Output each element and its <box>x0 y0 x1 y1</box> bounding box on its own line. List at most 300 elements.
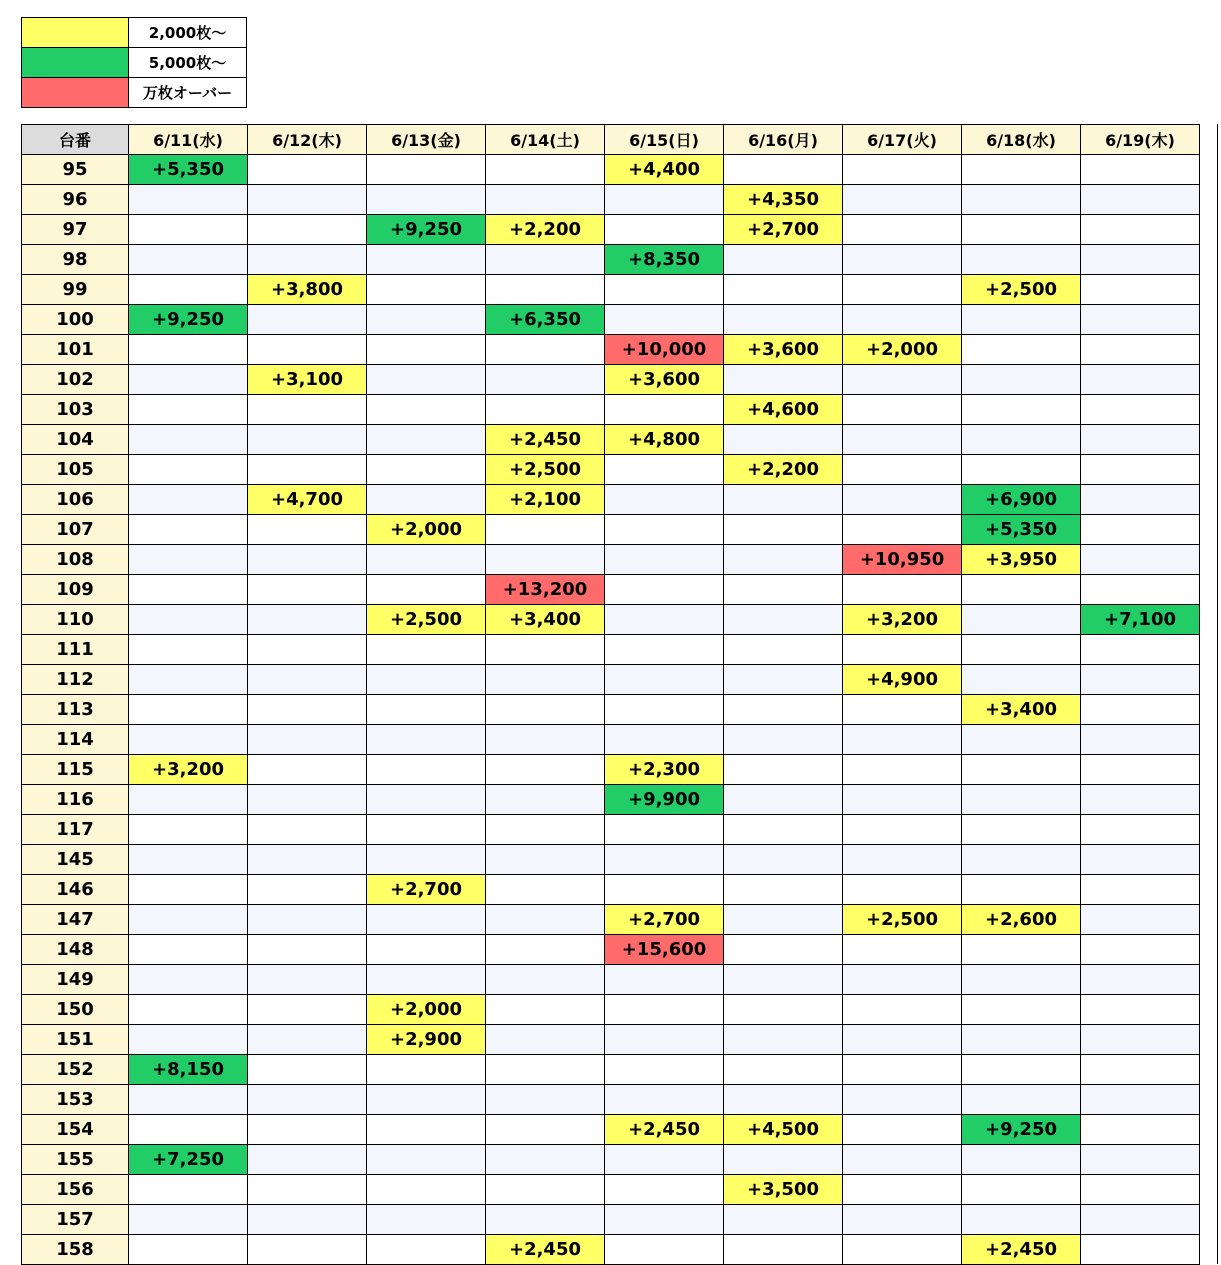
result-cell <box>724 1055 843 1085</box>
result-cell <box>1081 1205 1200 1235</box>
result-cell <box>962 1055 1081 1085</box>
result-cell <box>1081 1055 1200 1085</box>
result-cell <box>605 995 724 1025</box>
result-cell <box>1081 515 1200 545</box>
machine-number-cell: 146 <box>22 875 129 905</box>
result-cell <box>248 575 367 605</box>
legend-label: 万枚オーバー <box>129 78 247 108</box>
result-cell <box>248 1145 367 1175</box>
result-cell <box>1081 365 1200 395</box>
result-cell <box>248 1115 367 1145</box>
result-cell <box>843 1235 962 1265</box>
result-cell <box>129 935 248 965</box>
result-cell <box>962 1175 1081 1205</box>
result-cell <box>724 695 843 725</box>
result-cell <box>248 185 367 215</box>
result-cell <box>843 155 962 185</box>
result-cell <box>129 275 248 305</box>
table-row <box>22 905 1200 935</box>
next-column-edge <box>1217 124 1221 1264</box>
result-cell <box>129 875 248 905</box>
result-cell <box>367 335 486 365</box>
result-cell <box>248 1055 367 1085</box>
result-cell <box>724 155 843 185</box>
result-cell <box>724 725 843 755</box>
result-cell <box>843 365 962 395</box>
result-cell <box>486 755 605 785</box>
table-row <box>22 935 1200 965</box>
machine-number-cell: 106 <box>22 485 129 515</box>
result-cell: +10,000 <box>605 335 724 365</box>
result-cell <box>1081 305 1200 335</box>
result-cell: +9,900 <box>605 785 724 815</box>
machine-number-cell: 149 <box>22 965 129 995</box>
result-cell: +2,000 <box>367 515 486 545</box>
result-cell <box>486 695 605 725</box>
result-cell <box>367 905 486 935</box>
table-row <box>22 965 1200 995</box>
result-cell <box>486 365 605 395</box>
machine-number-cell: 116 <box>22 785 129 815</box>
result-cell: +9,250 <box>367 215 486 245</box>
result-cell <box>1081 1145 1200 1175</box>
result-cell <box>486 905 605 935</box>
result-cell <box>486 275 605 305</box>
result-cell <box>1081 845 1200 875</box>
result-cell <box>605 485 724 515</box>
result-cell <box>248 1025 367 1055</box>
result-cell: +6,350 <box>486 305 605 335</box>
result-cell <box>367 725 486 755</box>
machine-number-cell: 114 <box>22 725 129 755</box>
result-cell <box>724 575 843 605</box>
result-cell <box>724 935 843 965</box>
result-cell <box>962 725 1081 755</box>
result-cell <box>843 1025 962 1055</box>
result-cell <box>605 635 724 665</box>
result-cell: +3,950 <box>962 545 1081 575</box>
result-cell <box>724 785 843 815</box>
machine-number-cell: 155 <box>22 1145 129 1175</box>
result-cell <box>1081 965 1200 995</box>
legend-label: 5,000枚〜 <box>129 48 247 78</box>
result-cell <box>486 1115 605 1145</box>
result-cell <box>843 245 962 275</box>
result-cell <box>129 245 248 275</box>
result-cell <box>248 1205 367 1235</box>
result-cell <box>962 305 1081 335</box>
result-cell: +3,500 <box>724 1175 843 1205</box>
result-cell <box>1081 425 1200 455</box>
legend-row <box>22 78 247 108</box>
result-cell <box>962 155 1081 185</box>
result-cell <box>962 365 1081 395</box>
result-cell <box>962 1145 1081 1175</box>
result-cell <box>248 665 367 695</box>
result-cell: +3,800 <box>248 275 367 305</box>
table-row <box>22 1145 1200 1175</box>
result-cell <box>367 755 486 785</box>
result-cell <box>1081 1175 1200 1205</box>
result-cell <box>724 1235 843 1265</box>
result-cell: +4,350 <box>724 185 843 215</box>
result-cell: +2,500 <box>367 605 486 635</box>
result-cell <box>248 395 367 425</box>
result-cell <box>1081 665 1200 695</box>
result-cell <box>724 1205 843 1235</box>
result-cell <box>248 155 367 185</box>
table-row <box>22 1175 1200 1205</box>
result-cell <box>248 245 367 275</box>
result-cell: +2,700 <box>724 215 843 245</box>
table-row <box>22 155 1200 185</box>
result-cell <box>843 215 962 245</box>
result-cell: +3,200 <box>129 755 248 785</box>
result-cell <box>724 635 843 665</box>
table-row <box>22 845 1200 875</box>
result-cell: +10,950 <box>843 545 962 575</box>
result-cell <box>962 665 1081 695</box>
result-cell <box>248 425 367 455</box>
result-cell <box>367 815 486 845</box>
result-cell <box>843 1175 962 1205</box>
result-cell <box>843 845 962 875</box>
result-cell <box>486 545 605 575</box>
result-cell <box>486 515 605 545</box>
result-cell <box>129 335 248 365</box>
result-cell <box>724 905 843 935</box>
result-cell <box>962 185 1081 215</box>
table-row <box>22 515 1200 545</box>
color-legend <box>21 17 247 108</box>
result-cell <box>1081 785 1200 815</box>
result-cell <box>248 695 367 725</box>
result-cell <box>605 965 724 995</box>
result-cell <box>962 1205 1081 1235</box>
table-row <box>22 1085 1200 1115</box>
result-cell: +3,600 <box>724 335 843 365</box>
result-cell <box>962 815 1081 845</box>
result-cell <box>724 515 843 545</box>
table-row <box>22 605 1200 635</box>
result-cell <box>724 485 843 515</box>
result-cell <box>367 425 486 455</box>
result-cell <box>962 635 1081 665</box>
machine-number-cell: 117 <box>22 815 129 845</box>
table-row <box>22 875 1200 905</box>
result-cell <box>367 455 486 485</box>
legend-row <box>22 48 247 78</box>
result-cell <box>724 1145 843 1175</box>
table-row <box>22 1055 1200 1085</box>
result-cell <box>724 965 843 995</box>
date-header: 6/19(木) <box>1081 125 1200 155</box>
result-cell <box>843 725 962 755</box>
table-row <box>22 1235 1200 1265</box>
result-cell: +15,600 <box>605 935 724 965</box>
table-row <box>22 545 1200 575</box>
table-row <box>22 755 1200 785</box>
machine-number-cell: 154 <box>22 1115 129 1145</box>
result-cell: +9,250 <box>129 305 248 335</box>
result-cell <box>724 845 843 875</box>
result-cell: +2,500 <box>486 455 605 485</box>
result-cell <box>724 245 843 275</box>
result-cell <box>962 455 1081 485</box>
result-cell <box>605 185 724 215</box>
result-cell <box>129 1175 248 1205</box>
result-cell: +2,300 <box>605 755 724 785</box>
date-header: 6/11(水) <box>129 125 248 155</box>
result-cell <box>129 635 248 665</box>
result-cell <box>1081 485 1200 515</box>
machine-number-cell: 95 <box>22 155 129 185</box>
result-cell <box>1081 275 1200 305</box>
result-cell <box>724 275 843 305</box>
result-cell <box>1081 1025 1200 1055</box>
table-row <box>22 695 1200 725</box>
result-cell <box>248 995 367 1025</box>
result-cell <box>248 725 367 755</box>
machine-number-cell: 97 <box>22 215 129 245</box>
result-cell <box>248 635 367 665</box>
result-cell: +7,100 <box>1081 605 1200 635</box>
table-row <box>22 305 1200 335</box>
result-cell <box>486 335 605 365</box>
machine-number-cell: 96 <box>22 185 129 215</box>
result-cell <box>367 185 486 215</box>
result-cell <box>843 1145 962 1175</box>
result-cell <box>843 755 962 785</box>
machine-number-cell: 153 <box>22 1085 129 1115</box>
machine-number-cell: 104 <box>22 425 129 455</box>
result-cell: +7,250 <box>129 1145 248 1175</box>
result-cell <box>486 785 605 815</box>
machine-number-cell: 98 <box>22 245 129 275</box>
result-cell <box>724 1085 843 1115</box>
machine-number-cell: 101 <box>22 335 129 365</box>
result-cell <box>1081 755 1200 785</box>
result-cell <box>605 1235 724 1265</box>
result-cell <box>486 395 605 425</box>
result-cell <box>605 1145 724 1175</box>
result-cell: +2,450 <box>605 1115 724 1145</box>
result-cell <box>486 185 605 215</box>
table-row <box>22 665 1200 695</box>
result-cell <box>248 935 367 965</box>
result-cell <box>1081 875 1200 905</box>
result-cell <box>129 845 248 875</box>
result-cell: +3,400 <box>962 695 1081 725</box>
result-cell <box>367 1055 486 1085</box>
machine-number-cell: 158 <box>22 1235 129 1265</box>
result-cell <box>843 1085 962 1115</box>
machine-number-header: 台番 <box>22 125 129 155</box>
result-cell: +4,600 <box>724 395 843 425</box>
result-cell <box>605 695 724 725</box>
date-header: 6/18(水) <box>962 125 1081 155</box>
result-cell: +2,600 <box>962 905 1081 935</box>
result-cell <box>605 515 724 545</box>
machine-number-cell: 148 <box>22 935 129 965</box>
table-row <box>22 575 1200 605</box>
result-cell: +3,100 <box>248 365 367 395</box>
result-cell <box>248 965 367 995</box>
table-row <box>22 185 1200 215</box>
result-cell <box>129 995 248 1025</box>
result-cell <box>605 605 724 635</box>
result-cell <box>367 485 486 515</box>
machine-number-cell: 112 <box>22 665 129 695</box>
machine-number-cell: 111 <box>22 635 129 665</box>
result-cell <box>843 875 962 905</box>
result-cell <box>367 275 486 305</box>
result-cell <box>1081 1235 1200 1265</box>
result-cell: +6,900 <box>962 485 1081 515</box>
result-cell <box>248 875 367 905</box>
result-cell <box>367 1205 486 1235</box>
result-cell <box>486 725 605 755</box>
result-cell <box>605 275 724 305</box>
result-cell <box>486 1055 605 1085</box>
result-cell <box>129 1205 248 1235</box>
result-cell <box>962 605 1081 635</box>
result-cell <box>486 245 605 275</box>
machine-number-cell: 115 <box>22 755 129 785</box>
result-cell <box>843 1115 962 1145</box>
result-cell <box>129 1235 248 1265</box>
result-cell <box>962 215 1081 245</box>
result-cell: +4,900 <box>843 665 962 695</box>
result-cell <box>605 545 724 575</box>
result-cell <box>962 845 1081 875</box>
machine-number-cell: 150 <box>22 995 129 1025</box>
machine-number-cell: 145 <box>22 845 129 875</box>
result-cell <box>1081 455 1200 485</box>
table-row <box>22 425 1200 455</box>
result-cell <box>962 335 1081 365</box>
result-cell: +13,200 <box>486 575 605 605</box>
result-cell <box>1081 815 1200 845</box>
result-cell <box>248 515 367 545</box>
table-row <box>22 245 1200 275</box>
result-cell: +4,700 <box>248 485 367 515</box>
result-cell <box>129 1085 248 1115</box>
machine-number-cell: 157 <box>22 1205 129 1235</box>
result-cell <box>843 695 962 725</box>
table-row <box>22 995 1200 1025</box>
result-cell <box>248 815 367 845</box>
result-cell <box>248 545 367 575</box>
result-cell <box>367 365 486 395</box>
result-cell <box>843 305 962 335</box>
result-cell <box>367 155 486 185</box>
result-cell <box>843 1055 962 1085</box>
result-cell <box>486 1085 605 1115</box>
machine-number-cell: 147 <box>22 905 129 935</box>
machine-number-cell: 103 <box>22 395 129 425</box>
result-cell <box>724 875 843 905</box>
result-cell: +2,100 <box>486 485 605 515</box>
result-cell: +5,350 <box>129 155 248 185</box>
table-row <box>22 635 1200 665</box>
machine-number-cell: 105 <box>22 455 129 485</box>
result-cell <box>605 725 724 755</box>
result-cell <box>367 785 486 815</box>
result-cell: +9,250 <box>962 1115 1081 1145</box>
table-row <box>22 1115 1200 1145</box>
result-cell <box>367 695 486 725</box>
result-cell <box>843 785 962 815</box>
result-cell <box>843 515 962 545</box>
result-cell <box>129 485 248 515</box>
result-cell <box>1081 335 1200 365</box>
result-cell <box>367 1145 486 1175</box>
result-cell <box>605 455 724 485</box>
result-cell <box>843 395 962 425</box>
result-cell <box>129 785 248 815</box>
machine-number-cell: 113 <box>22 695 129 725</box>
result-cell <box>962 755 1081 785</box>
table-row <box>22 335 1200 365</box>
result-cell <box>129 395 248 425</box>
table-header-row <box>22 125 1200 155</box>
result-cell <box>248 305 367 335</box>
result-cell <box>605 1085 724 1115</box>
result-cell <box>248 335 367 365</box>
machine-number-cell: 108 <box>22 545 129 575</box>
result-cell <box>367 965 486 995</box>
result-cell <box>248 755 367 785</box>
result-cell: +2,200 <box>724 455 843 485</box>
result-cell <box>367 935 486 965</box>
result-cell <box>1081 155 1200 185</box>
result-cell <box>843 635 962 665</box>
result-cell <box>248 1235 367 1265</box>
result-cell <box>248 845 367 875</box>
result-cell <box>962 1085 1081 1115</box>
result-cell <box>367 665 486 695</box>
result-cell <box>129 455 248 485</box>
result-cell <box>724 605 843 635</box>
result-cell <box>1081 995 1200 1025</box>
result-cell <box>367 575 486 605</box>
result-cell <box>605 575 724 605</box>
date-header: 6/12(木) <box>248 125 367 155</box>
result-cell <box>486 1205 605 1235</box>
result-cell: +2,450 <box>486 1235 605 1265</box>
table-row <box>22 785 1200 815</box>
result-cell <box>1081 185 1200 215</box>
machine-number-cell: 107 <box>22 515 129 545</box>
result-cell <box>724 1025 843 1055</box>
result-cell <box>367 1235 486 1265</box>
table-row <box>22 725 1200 755</box>
result-cell <box>962 965 1081 995</box>
result-cell <box>843 1205 962 1235</box>
result-cell <box>843 995 962 1025</box>
result-cell <box>367 305 486 335</box>
result-cell <box>1081 935 1200 965</box>
result-cell <box>367 1175 486 1205</box>
result-cell <box>962 875 1081 905</box>
result-cell <box>962 785 1081 815</box>
machine-number-cell: 109 <box>22 575 129 605</box>
result-cell: +4,500 <box>724 1115 843 1145</box>
result-cell: +2,500 <box>962 275 1081 305</box>
legend-swatch <box>22 18 129 48</box>
result-cell <box>843 935 962 965</box>
